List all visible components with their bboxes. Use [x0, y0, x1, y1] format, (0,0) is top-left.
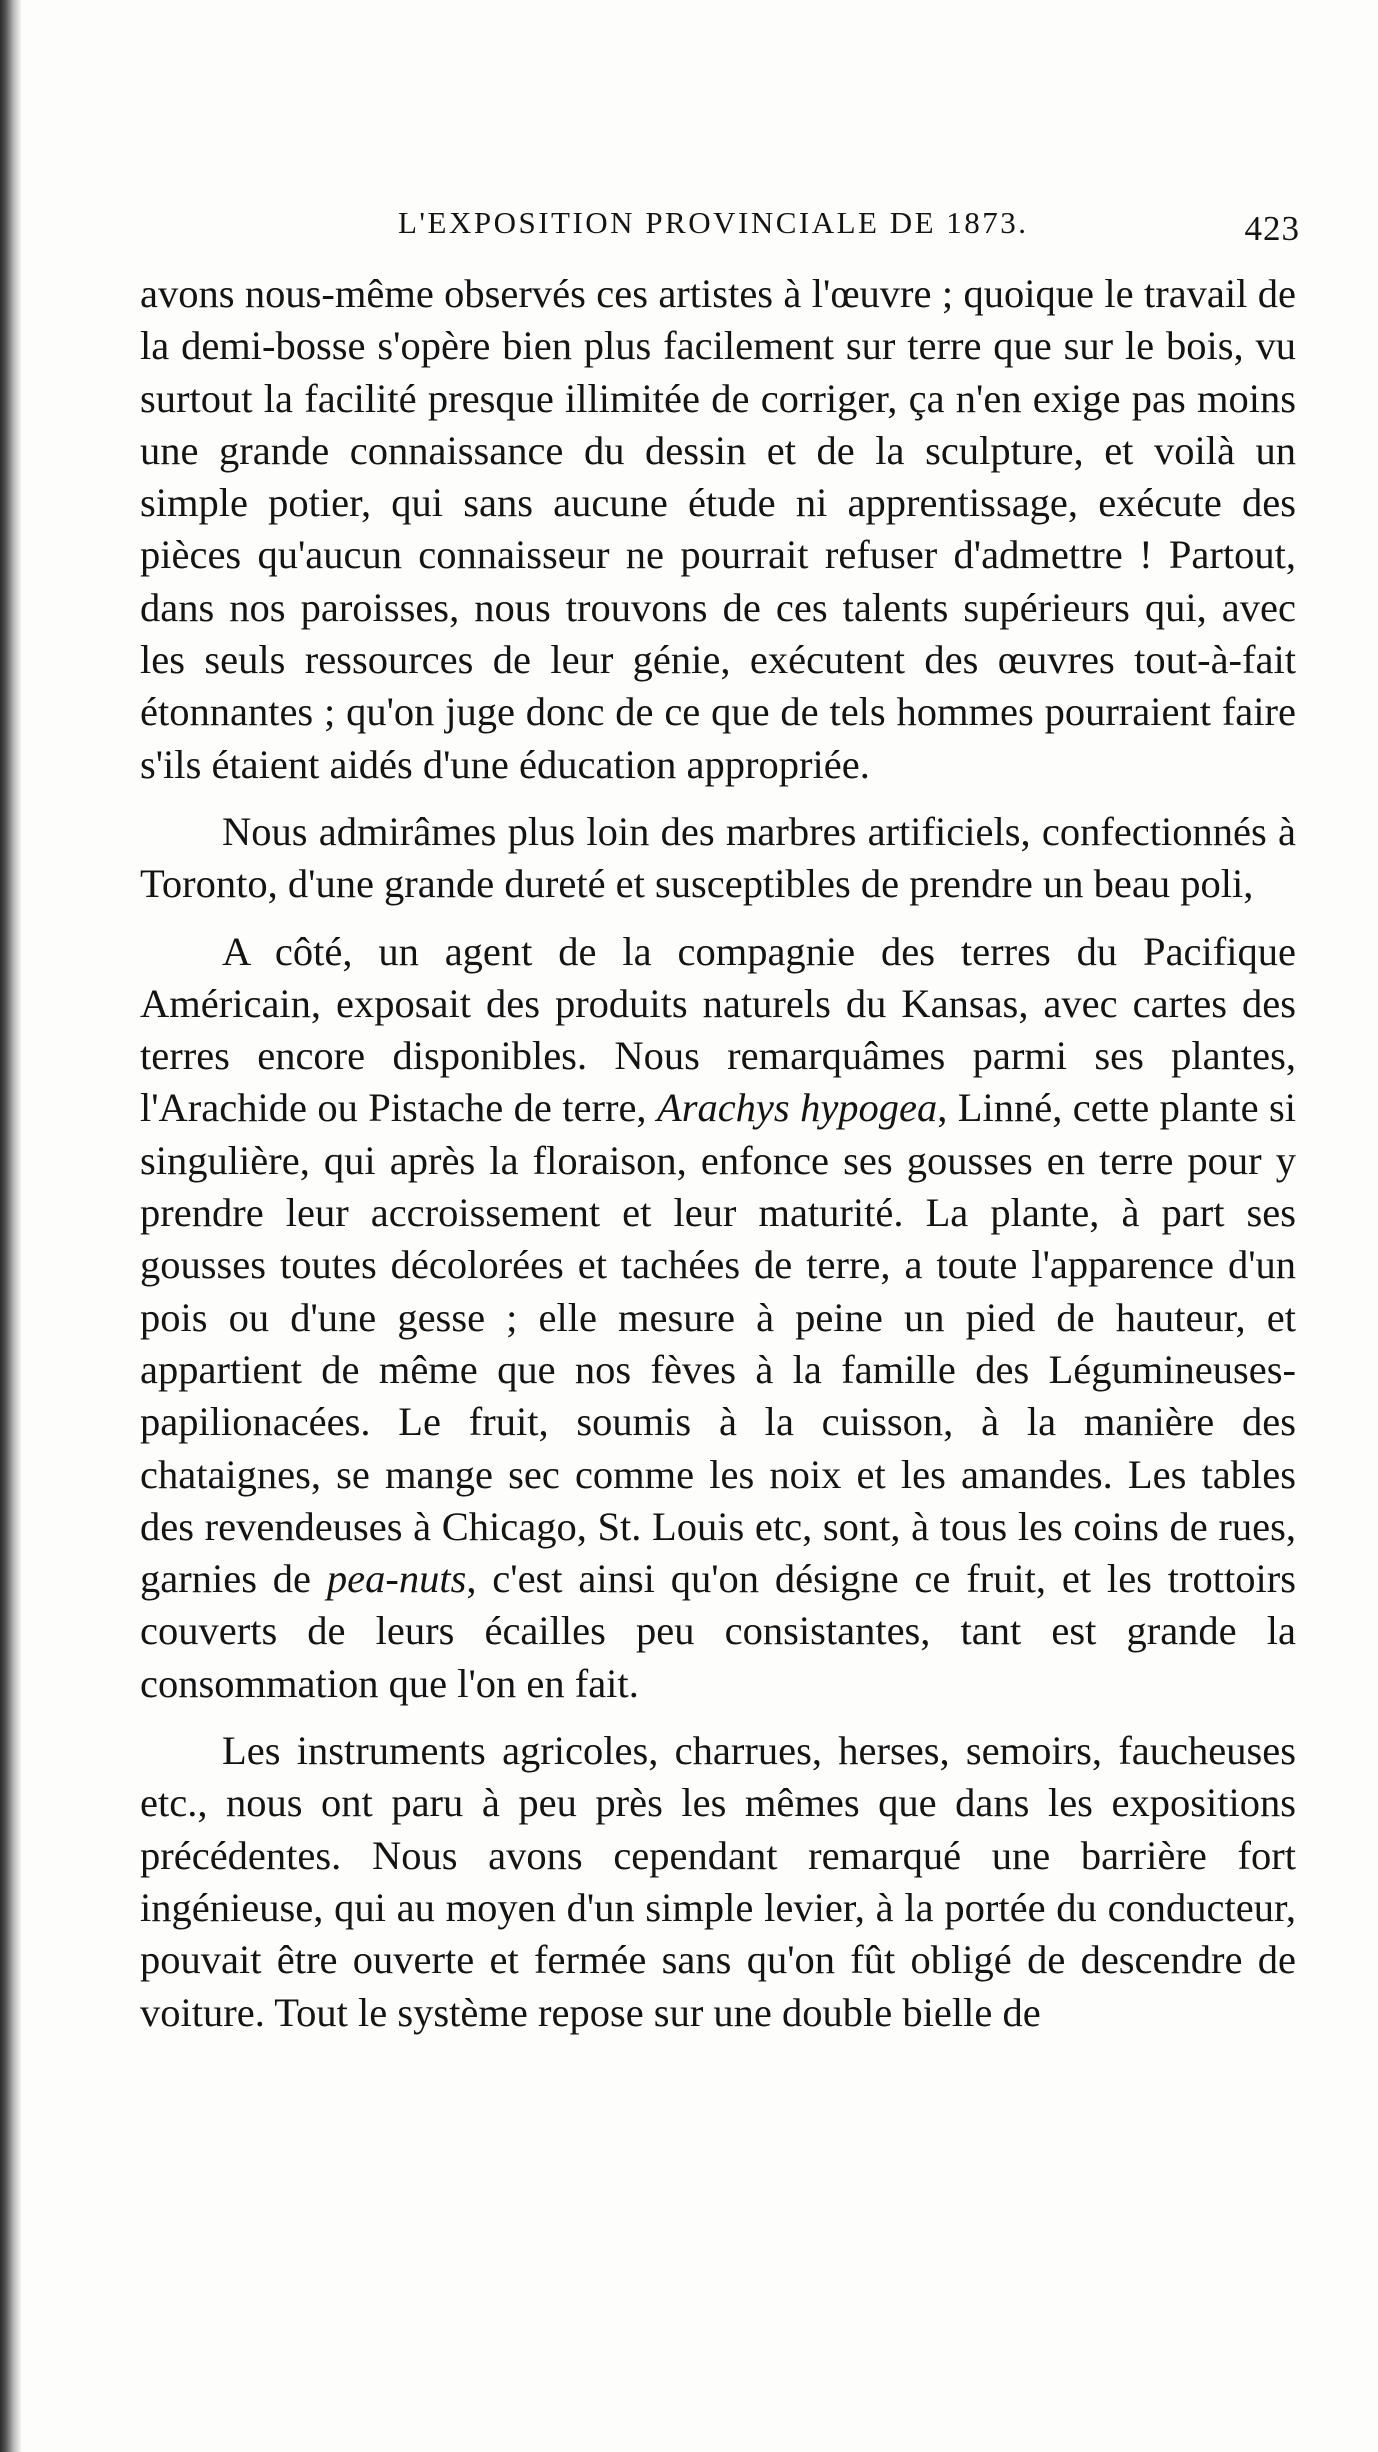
- text-run: , Linné, cette plante si singulière, qui après la floraison, enfonce ses gousses en terre pour y prendre leur accroissement et leur maturité. La plante, à part ses gousses toutes décolorées et tachées de terre, a toute l'apparence d'un pois ou d'une gesse ; elle mesure à peine un pied de hauteur, et appartient de même que nos fèves à la famille des Légumineuses-papilionacées. Le fruit, soumis à la cuisson, à la manière des chataignes, se mange sec comme les noix et les amandes. Les tables des revendeuses à Chicago, St. Louis etc, sont, à tous les coins de rues, garnies de: [140, 1085, 1296, 1602]
- italic-text-run: Arachys hypogea: [656, 1085, 938, 1131]
- body-text: [140, 268, 1296, 2039]
- text-run: , c'est ainsi qu'on désigne ce fruit, et les trottoirs couverts de leurs écailles peu consistantes, tant est grande la consommation que l'on en fait.: [140, 1556, 1297, 1706]
- paragraph: [140, 926, 1296, 1710]
- italic-text-run: pea-nuts: [326, 1556, 467, 1602]
- paragraph: [140, 806, 1296, 911]
- running-title: L'EXPOSITION PROVINCIALE DE 1873.: [398, 205, 1029, 240]
- running-head: [150, 205, 1300, 255]
- text-run: Les instruments agricoles, charrues, herses, semoirs, faucheuses etc., nous ont paru à peu près les mêmes que dans les expositions précédentes. Nous avons cependant remarqué une barrière fort ingénieuse, qui au moyen d'un simple levier, à la portée du conducteur, pouvait être ouverte et fermée sans qu'on fût obligé de descendre de voiture. Tout le système repose sur une double bielle de: [140, 1728, 1296, 2035]
- page-gutter-shadow: [0, 0, 22, 2452]
- paragraph: [140, 268, 1296, 791]
- text-run: A côté, un agent de la compagnie des terres du Pacifique Américain, exposait des produits naturels du Kansas, avec cartes des terres encore disponibles. Nous remarquâmes parmi ses plantes, l'Arachide ou Pistache de terre,: [140, 928, 1296, 1131]
- text-run: Nous admirâmes plus loin des marbres artificiels, confectionnés à Toronto, d'une grande dureté et susceptibles de prendre un beau poli,: [140, 808, 1296, 907]
- paragraph: [140, 1725, 1296, 2039]
- page-number: 423: [1244, 209, 1300, 248]
- text-run: avons nous-même observés ces artistes à l'œuvre ; quoique le travail de la demi-bosse s'opère bien plus facilement sur terre que sur le bois, vu surtout la facilité presque illimitée de corriger, ça n'en exige pas moins une grande connaissance du dessin et de la sculpture, et voilà un simple potier, qui sans aucune étude ni apprentissage, exécute des pièces qu'aucun connaisseur ne pourrait refuser d'admettre ! Partout, dans nos paroisses, nous trouvons de ces talents supérieurs qui, avec les seuls ressources de leur génie, exécutent des œuvres tout-à-fait étonnantes ; qu'on juge donc de ce que de tels hommes pourraient faire s'ils étaient aidés d'une éducation appropriée.: [140, 271, 1296, 787]
